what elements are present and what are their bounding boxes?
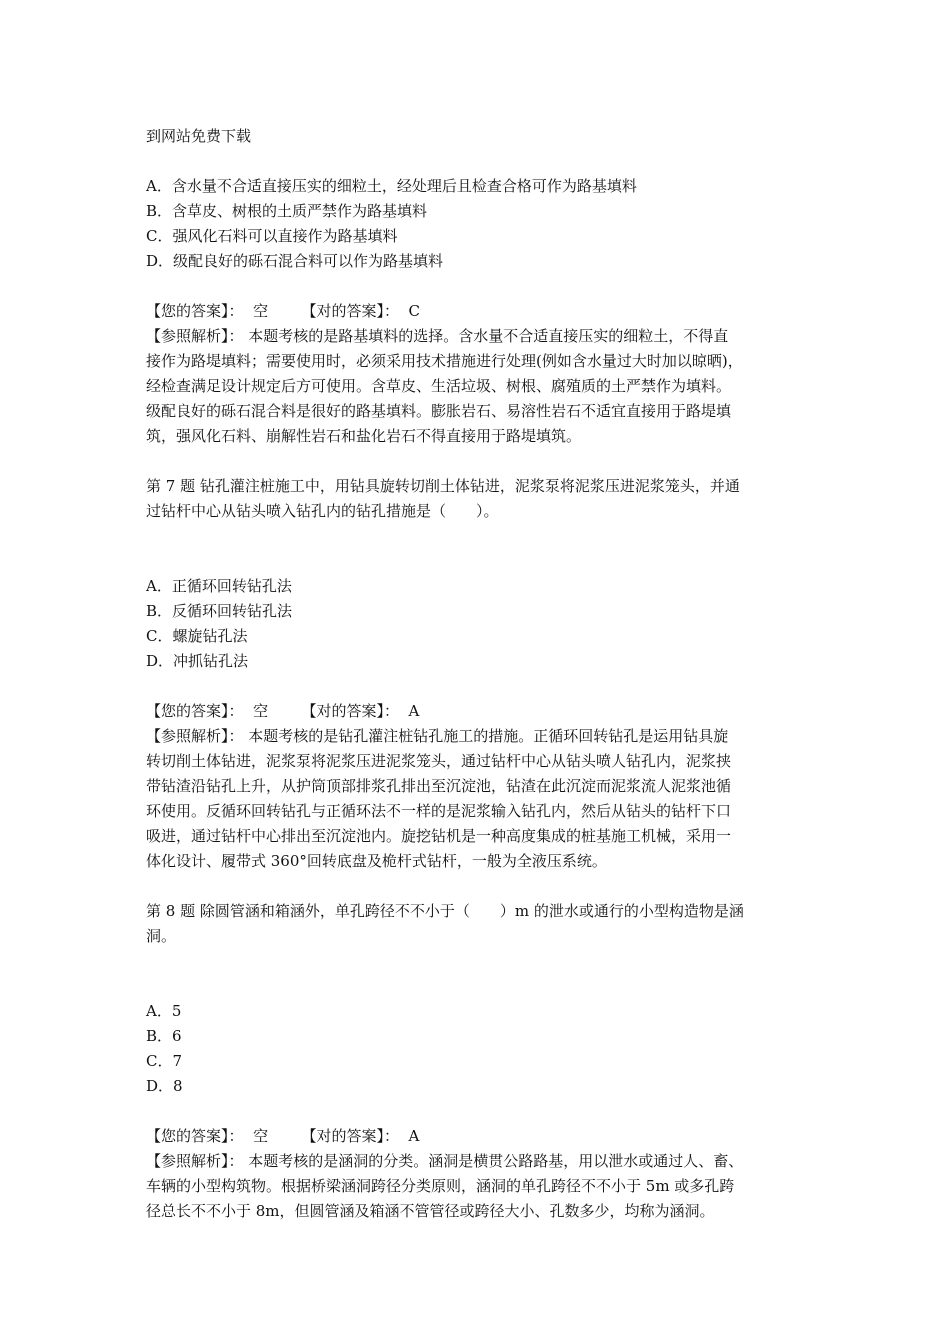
q6-answer-row bbox=[146, 299, 814, 324]
q7-option-b: B．反循环回转钻孔法 bbox=[146, 602, 293, 620]
q7-analysis-line: 体化设计、履带式 360°回转底盘及桅杆式钻杆，一般为全液压系统。 bbox=[146, 852, 607, 870]
your-answer-label: 【您的答案】： bbox=[146, 1127, 244, 1145]
q8-analysis-line: 车辆的小型构筑物。根据桥梁涵洞跨径分类原则，涵洞的单孔跨径不不小于 5m 或多孔跨 bbox=[146, 1177, 735, 1195]
correct-answer-label: 【对的答案】： bbox=[301, 702, 399, 720]
q8-analysis bbox=[146, 1149, 814, 1224]
q7-analysis-line: 带钻渣沿钻孔上升，从护筒顶部排浆孔排出至沉淀池，钻渣在此沉淀而泥浆流人泥浆池循 bbox=[146, 777, 732, 795]
q7-analysis-line: 环使用。反循环回转钻孔与正循环法不一样的是泥浆输入钻孔内，然后从钻头的钻杆下口 bbox=[146, 802, 732, 820]
q6-your-answer: 空 bbox=[253, 302, 269, 320]
your-answer-label: 【您的答案】： bbox=[146, 702, 244, 720]
q8-option-a: A．5 bbox=[146, 1002, 182, 1020]
q8-stem-line: 洞。 bbox=[146, 927, 177, 945]
q8-analysis-line: 径总长不不小于 8m，但圆管涵及箱涵不管管径或跨径大小、孔数多少，均称为涵洞。 bbox=[146, 1202, 715, 1220]
q6-option-c: C．强风化石料可以直接作为路基填料 bbox=[146, 227, 398, 245]
your-answer-label: 【您的答案】： bbox=[146, 302, 244, 320]
q7-stem bbox=[146, 474, 814, 524]
download-note: 到网站免费下载 bbox=[146, 127, 252, 145]
q6-analysis-line: 筑，强风化石料、崩解性岩石和盐化岩石不得直接用于路堤填筑。 bbox=[146, 427, 582, 445]
q6-option-b: B．含草皮、树根的土质严禁作为路基填料 bbox=[146, 202, 428, 220]
q8-correct-answer: A bbox=[408, 1127, 420, 1145]
q8-analysis-line: 【参照解析】： 本题考核的是涵洞的分类。涵洞是横贯公路路基，用以泄水或通过人、畜、 bbox=[146, 1152, 744, 1170]
document-body bbox=[146, 124, 814, 1224]
q8-option-b: B．6 bbox=[146, 1027, 182, 1045]
q8-options bbox=[146, 999, 814, 1099]
q6-analysis-line: 经检查满足设计规定后方可使用。含草皮、生活垃圾、树根、腐殖质的土严禁作为填料。 bbox=[146, 377, 732, 395]
q7-analysis-line: 【参照解析】： 本题考核的是钻孔灌注桩钻孔施工的措施。正循环回转钻孔是运用钻具旋 bbox=[146, 727, 729, 745]
q6-analysis-line: 级配良好的砾石混合料是很好的路基填料。膨胀岩石、易溶性岩石不适宜直接用于路堤填 bbox=[146, 402, 732, 420]
q8-answer-row bbox=[146, 1124, 814, 1149]
correct-answer-label: 【对的答案】： bbox=[301, 1127, 399, 1145]
q6-option-a: A．含水量不合适直接压实的细粒土，经处理后且检查合格可作为路基填料 bbox=[146, 177, 637, 195]
correct-answer-label: 【对的答案】： bbox=[301, 302, 399, 320]
q8-your-answer: 空 bbox=[253, 1127, 269, 1145]
q7-analysis-line: 转切削土体钻进，泥浆泵将泥浆压进泥浆笼头，通过钻杆中心从钻头喷人钻孔内，泥浆挟 bbox=[146, 752, 732, 770]
q7-your-answer: 空 bbox=[253, 702, 269, 720]
q7-option-c: C．螺旋钻孔法 bbox=[146, 627, 248, 645]
q8-option-c: C．7 bbox=[146, 1052, 183, 1070]
q6-analysis bbox=[146, 324, 814, 449]
q6-analysis-line: 【参照解析】： 本题考核的是路基填料的选择。含水量不合适直接压实的细粒土，不得直 bbox=[146, 327, 729, 345]
q7-option-a: A．正循环回转钻孔法 bbox=[146, 577, 292, 595]
q7-answer-row bbox=[146, 699, 814, 724]
q6-analysis-line: 接作为路堤填料；需要使用时，必须采用技术措施进行处理(例如含水量过大时加以晾晒)， bbox=[146, 352, 743, 370]
q7-analysis bbox=[146, 724, 814, 874]
q7-option-d: D．冲抓钻孔法 bbox=[146, 652, 249, 670]
q7-options bbox=[146, 574, 814, 674]
q7-stem-line: 过钻杆中心从钻头喷入钻孔内的钻孔措施是（ ）。 bbox=[146, 502, 499, 520]
q7-correct-answer: A bbox=[408, 702, 420, 720]
q8-stem-line: 第 8 题 除圆管涵和箱涵外，单孔跨径不不小于（ ）m 的泄水或通行的小型构造物是涵 bbox=[146, 902, 744, 920]
q8-option-d: D．8 bbox=[146, 1077, 183, 1095]
q6-option-d: D．级配良好的砾石混合料可以作为路基填料 bbox=[146, 252, 444, 270]
q6-options bbox=[146, 174, 814, 274]
q7-stem-line: 第 7 题 钻孔灌注桩施工中，用钻具旋转切削土体钻进，泥浆泵将泥浆压进泥浆笼头，并通 bbox=[146, 477, 740, 495]
q6-correct-answer: C bbox=[408, 302, 421, 320]
q8-stem bbox=[146, 899, 814, 949]
q7-analysis-line: 吸进，通过钻杆中心排出至沉淀池内。旋挖钻机是一种高度集成的桩基施工机械，采用一 bbox=[146, 827, 732, 845]
